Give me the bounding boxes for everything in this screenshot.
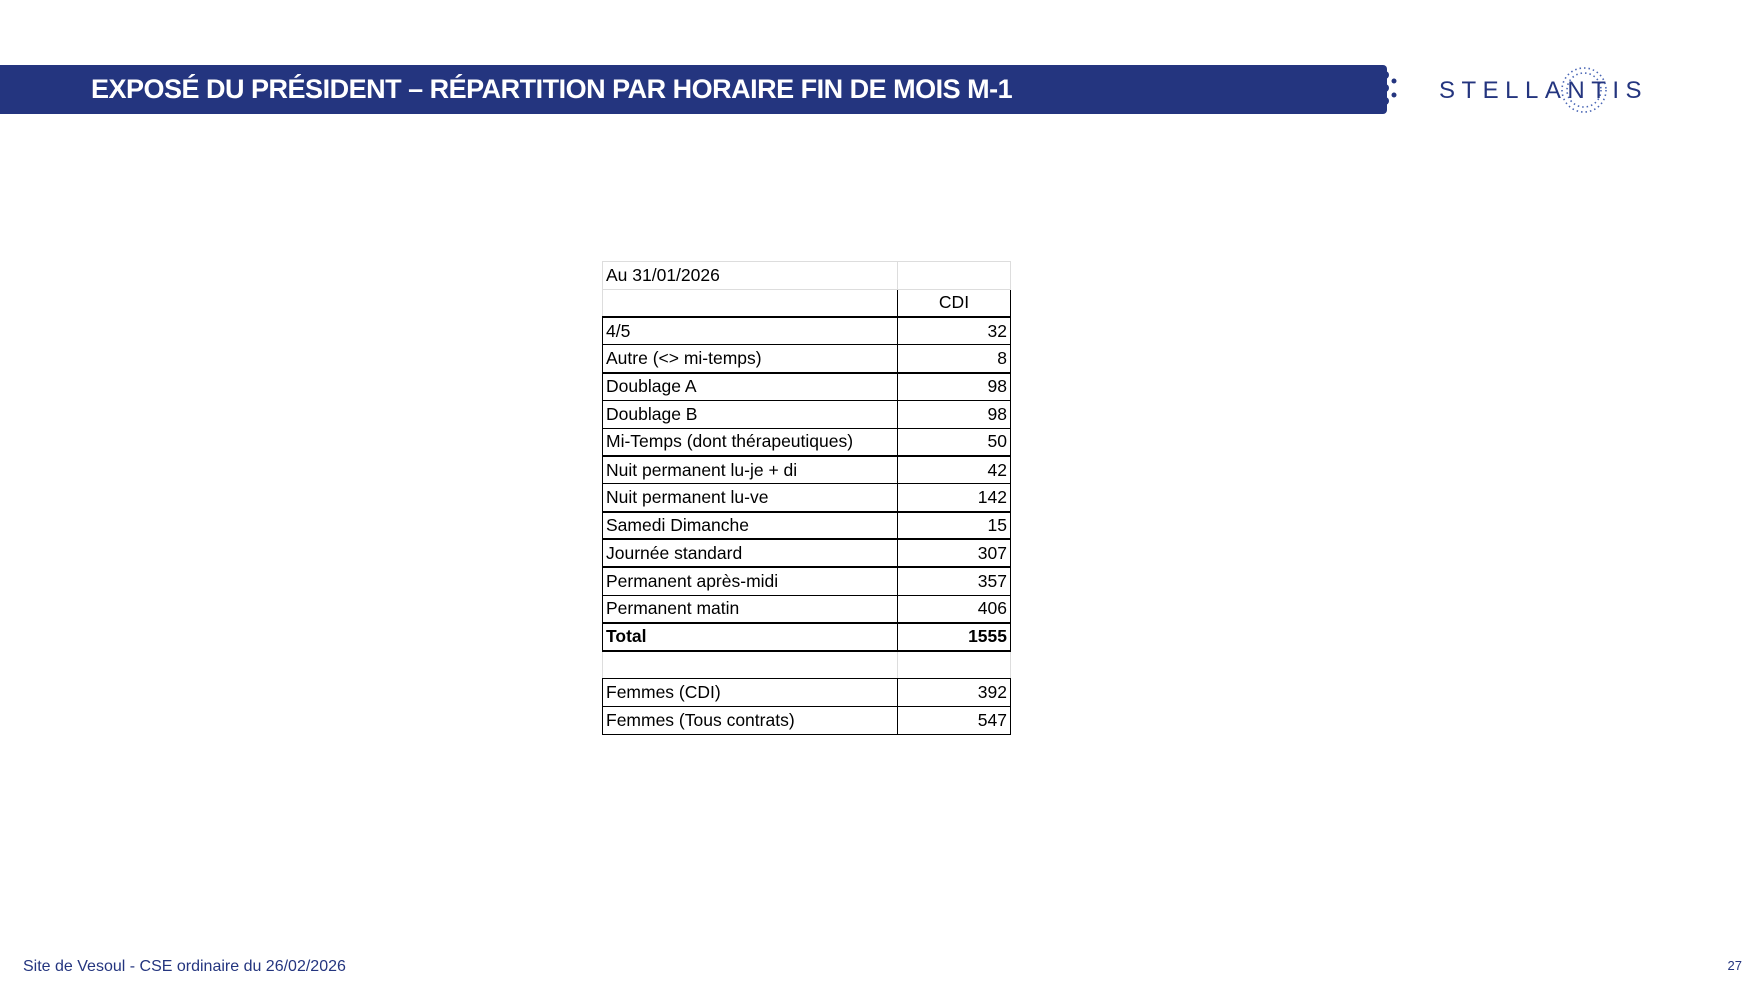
table-row: Permanent après-midi 357 <box>603 567 1011 595</box>
table-row: Mi-Temps (dont thérapeutiques) 50 <box>603 428 1011 456</box>
table-row: Permanent matin 406 <box>603 595 1011 623</box>
schedule-table <box>602 261 1011 735</box>
table-row: Femmes (CDI) 392 <box>603 678 1011 706</box>
banner-dots-icon <box>1380 70 1410 110</box>
stellantis-logo <box>1439 62 1689 118</box>
page-number: 27 <box>1727 958 1742 973</box>
table-row: Autre (<> mi-temps) 8 <box>603 345 1011 373</box>
table-row: Samedi Dimanche 15 <box>603 512 1011 540</box>
table-row: Nuit permanent lu-ve 142 <box>603 484 1011 512</box>
table-row: Doublage A 98 <box>603 373 1011 401</box>
table-row: Journée standard 307 <box>603 539 1011 567</box>
table-row: Nuit permanent lu-je + di 42 <box>603 456 1011 484</box>
total-row: Total 1555 <box>603 623 1011 651</box>
svg-text:STELLANTIS: STELLANTIS <box>1439 77 1649 104</box>
table-row: Femmes (Tous contrats) 547 <box>603 706 1011 734</box>
date-cell: Au 31/01/2026 <box>603 262 898 290</box>
title-banner <box>0 65 1387 114</box>
page-title: EXPOSÉ DU PRÉSIDENT – RÉPARTITION PAR HORAIRE FIN DE MOIS M-1 <box>91 74 1013 104</box>
table-row: 4/5 32 <box>603 317 1011 345</box>
column-header: CDI <box>898 289 1011 317</box>
footer-text: Site de Vesoul - CSE ordinaire du 26/02/2026 <box>23 958 346 975</box>
table-row: Doublage B 98 <box>603 400 1011 428</box>
